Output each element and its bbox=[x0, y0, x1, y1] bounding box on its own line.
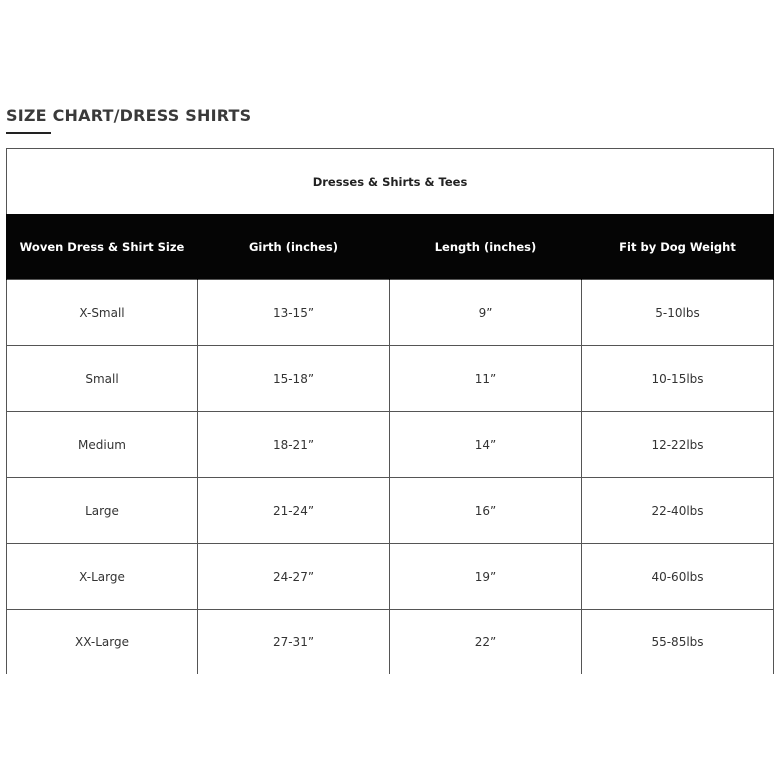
table-caption-row bbox=[7, 149, 774, 215]
cell-length: 11” bbox=[390, 346, 582, 412]
cell-girth: 15-18” bbox=[198, 346, 390, 412]
cell-girth: 24-27” bbox=[198, 544, 390, 610]
table-row bbox=[7, 280, 774, 346]
table-row bbox=[7, 412, 774, 478]
cell-length: 22” bbox=[390, 610, 582, 675]
cell-length: 9” bbox=[390, 280, 582, 346]
table-row bbox=[7, 544, 774, 610]
table-row bbox=[7, 478, 774, 544]
cell-girth: 27-31” bbox=[198, 610, 390, 675]
page-title: SIZE CHART/DRESS SHIRTS bbox=[6, 106, 252, 125]
cell-weight: 40-60lbs bbox=[582, 544, 774, 610]
cell-weight: 55-85lbs bbox=[582, 610, 774, 675]
title-underline bbox=[6, 132, 51, 134]
cell-girth: 18-21” bbox=[198, 412, 390, 478]
size-chart-table bbox=[6, 148, 774, 674]
cell-weight: 12-22lbs bbox=[582, 412, 774, 478]
header-girth: Girth (inches) bbox=[198, 214, 390, 280]
cell-size: X-Small bbox=[7, 280, 198, 346]
cell-length: 14” bbox=[390, 412, 582, 478]
cell-girth: 21-24” bbox=[198, 478, 390, 544]
table-row bbox=[7, 346, 774, 412]
cell-weight: 10-15lbs bbox=[582, 346, 774, 412]
cell-weight: 5-10lbs bbox=[582, 280, 774, 346]
cell-size: Medium bbox=[7, 412, 198, 478]
cell-girth: 13-15” bbox=[198, 280, 390, 346]
cell-length: 16” bbox=[390, 478, 582, 544]
header-size: Woven Dress & Shirt Size bbox=[7, 214, 198, 280]
cell-size: Small bbox=[7, 346, 198, 412]
cell-size: Large bbox=[7, 478, 198, 544]
header-length: Length (inches) bbox=[390, 214, 582, 280]
cell-weight: 22-40lbs bbox=[582, 478, 774, 544]
cell-length: 19” bbox=[390, 544, 582, 610]
table-caption: Dresses & Shirts & Tees bbox=[7, 149, 774, 215]
table-row bbox=[7, 610, 774, 675]
cell-size: X-Large bbox=[7, 544, 198, 610]
header-weight: Fit by Dog Weight bbox=[582, 214, 774, 280]
table-header-row bbox=[7, 214, 774, 280]
cell-size: XX-Large bbox=[7, 610, 198, 675]
